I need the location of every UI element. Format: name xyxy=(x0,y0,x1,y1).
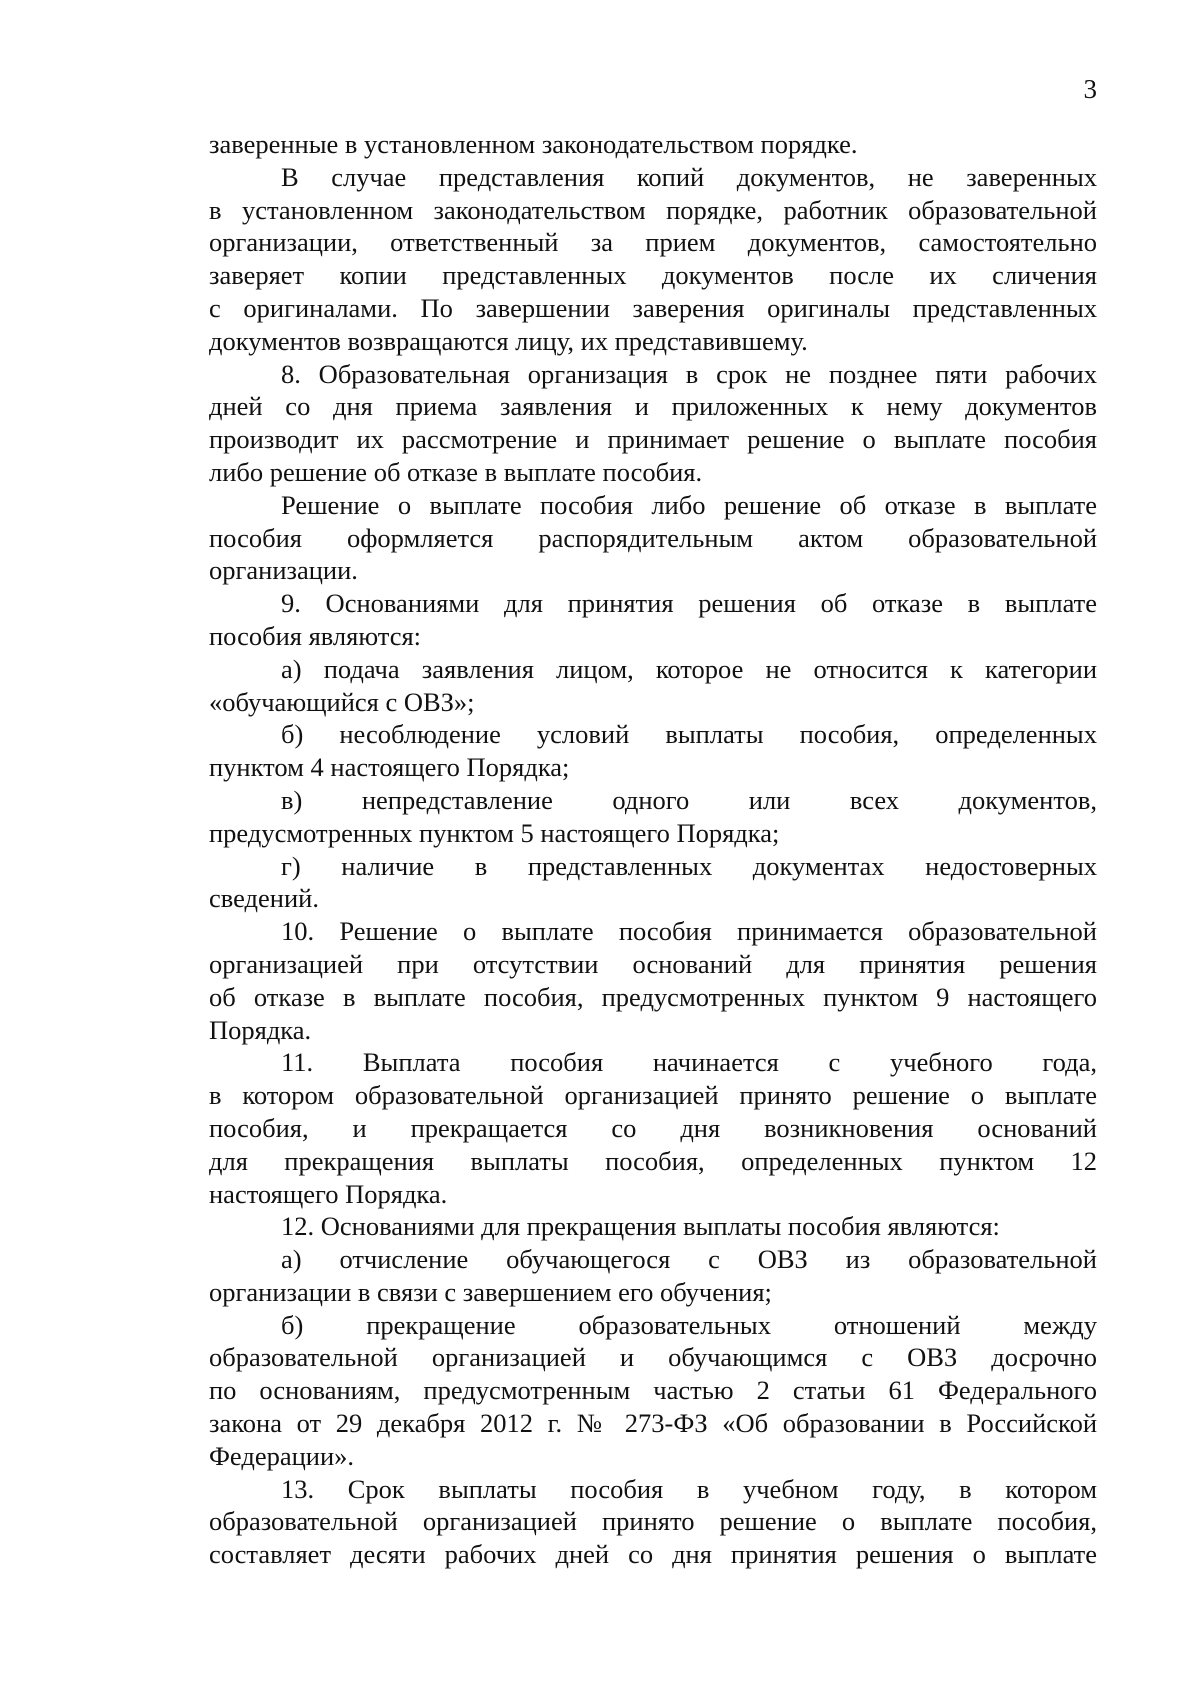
text-line: настоящего Порядка. xyxy=(209,1178,448,1209)
text-line: образовательной организацией и обучающимся с ОВЗ досрочно xyxy=(209,1342,1097,1373)
text-line: б) несоблюдение условий выплаты пособия, определенных xyxy=(281,719,1097,750)
text-line: 12. Основаниями для прекращения выплаты пособия являются: xyxy=(281,1211,1000,1242)
text-line: с оригиналами. По завершении заверения оригиналы представленных xyxy=(209,292,1097,323)
text-line: закона от 29 декабря 2012 г. № 273-ФЗ «Об образовании в Российской xyxy=(209,1408,1097,1439)
text-line: сведений. xyxy=(209,883,319,914)
text-line: пособия оформляется распорядительным актом образовательной xyxy=(209,522,1097,553)
text-line: 13. Срок выплаты пособия в учебном году, в котором xyxy=(281,1473,1097,1504)
text-line: дней со дня приема заявления и приложенных к нему документов xyxy=(209,391,1097,422)
text-line: в установленном законодательством порядке, работник образовательной xyxy=(209,194,1097,225)
text-line: 10. Решение о выплате пособия принимается образовательной xyxy=(281,916,1097,947)
text-line: составляет десяти рабочих дней со дня принятия решения о выплате xyxy=(209,1539,1097,1570)
text-line: по основаниям, предусмотренным частью 2 статьи 61 Федерального xyxy=(209,1375,1097,1406)
text-line: организацией при отсутствии оснований для принятия решения xyxy=(209,948,1097,979)
text-line: производит их рассмотрение и принимает решение о выплате пособия xyxy=(209,424,1097,455)
text-line: В случае представления копий документов, не заверенных xyxy=(281,161,1097,192)
text-line: образовательной организацией принято решение о выплате пособия, xyxy=(209,1506,1097,1537)
text-line: документов возвращаются лицу, их представившему. xyxy=(209,325,808,356)
text-line: 9. Основаниями для принятия решения об отказе в выплате xyxy=(281,588,1097,619)
text-line: пособия являются: xyxy=(209,620,422,651)
text-line: а) подача заявления лицом, которое не относится к категории xyxy=(281,653,1097,684)
text-line: г) наличие в представленных документах недостоверных xyxy=(281,850,1097,881)
text-line: 11. Выплата пособия начинается с учебного года, xyxy=(281,1047,1097,1078)
text-line: заверяет копии представленных документов после их сличения xyxy=(209,260,1097,291)
page-number: 3 xyxy=(1083,74,1097,104)
text-line: об отказе в выплате пособия, предусмотренных пунктом 9 настоящего xyxy=(209,981,1097,1012)
text-line: пунктом 4 настоящего Порядка; xyxy=(209,752,570,783)
text-line: Федерации». xyxy=(209,1440,355,1471)
text-line: организации. xyxy=(209,555,358,586)
document-body xyxy=(209,128,1097,1571)
text-line: либо решение об отказе в выплате пособия. xyxy=(209,456,703,487)
text-line: «обучающийся с ОВЗ»; xyxy=(209,686,475,717)
text-line: для прекращения выплаты пособия, определенных пунктом 12 xyxy=(209,1145,1097,1176)
text-line: в) непредставление одного или всех документов, xyxy=(281,784,1097,815)
text-line: организации, ответственный за прием документов, самостоятельно xyxy=(209,227,1097,258)
text-line: предусмотренных пунктом 5 настоящего Порядка; xyxy=(209,817,780,848)
text-line: заверенные в установленном законодательством порядке. xyxy=(209,129,858,159)
text-line: а) отчисление обучающегося с ОВЗ из образовательной xyxy=(281,1244,1097,1275)
text-line: пособия, и прекращается со дня возникновения оснований xyxy=(209,1112,1097,1143)
text-line: организации в связи с завершением его обучения; xyxy=(209,1276,772,1307)
text-line: б) прекращение образовательных отношений между xyxy=(281,1309,1097,1340)
text-line: Порядка. xyxy=(209,1014,312,1045)
text-line: в котором образовательной организацией принято решение о выплате xyxy=(209,1080,1097,1111)
text-line: 8. Образовательная организация в срок не позднее пяти рабочих xyxy=(281,358,1097,389)
text-line: Решение о выплате пособия либо решение об отказе в выплате xyxy=(281,489,1097,520)
